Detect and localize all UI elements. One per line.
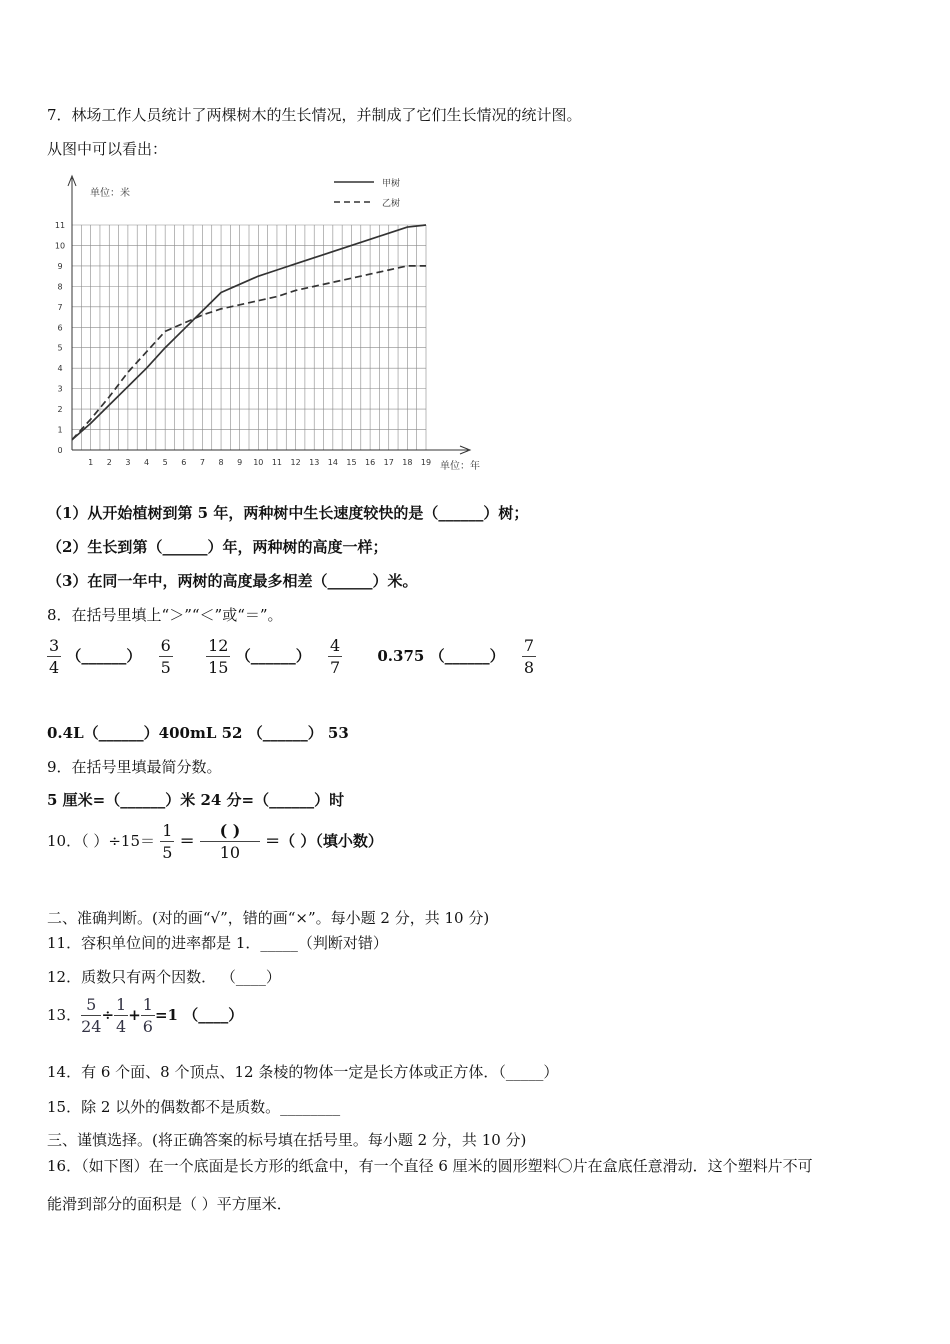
q9-title: 9．在括号里填最简分数。 bbox=[47, 758, 222, 776]
q15: 15．除 2 以外的偶数都不是质数。________ bbox=[47, 1098, 341, 1116]
legend-label: 甲树 bbox=[382, 179, 401, 189]
q10-line bbox=[47, 823, 383, 861]
q7-subtitle: 从图中可以看出： bbox=[47, 140, 168, 158]
y-tick-label: 4 bbox=[57, 364, 63, 374]
x-tick-label: 7 bbox=[199, 458, 205, 467]
fraction-6-5: $\frac{6}{5}$ bbox=[160, 636, 171, 677]
fraction-1-6: $\frac{1}{6}$ bbox=[142, 995, 153, 1036]
fraction-12-15: $\frac{12}{15}$ bbox=[208, 636, 229, 677]
divide-sign: ÷ bbox=[101, 1006, 115, 1024]
fraction-7-8: $\frac{7}{8}$ bbox=[523, 636, 535, 677]
x-tick-label: 12 bbox=[290, 458, 301, 467]
y-tick-label: 5 bbox=[57, 343, 63, 353]
x-tick-label: 16 bbox=[365, 458, 376, 467]
answer-blank[interactable]: （______） bbox=[235, 647, 311, 665]
y-axis-title: 单位：米 bbox=[90, 188, 130, 199]
x-tick-label: 9 bbox=[237, 458, 243, 467]
x-tick-label: 10 bbox=[253, 458, 264, 467]
x-tick-label: 14 bbox=[327, 458, 338, 467]
x-tick-label: 8 bbox=[218, 458, 224, 467]
y-tick-label: 2 bbox=[57, 405, 63, 415]
x-tick-label: 5 bbox=[162, 458, 168, 467]
x-tick-label: 11 bbox=[271, 458, 283, 467]
x-tick-label: 18 bbox=[402, 458, 413, 467]
fraction-1-5: $\frac{1}{5}$ bbox=[162, 821, 173, 862]
fraction-1-4: $\frac{1}{4}$ bbox=[116, 995, 127, 1036]
q10-suffix: ＝（ ）（填小数） bbox=[265, 832, 383, 850]
q10-equals: ＝ bbox=[179, 832, 195, 850]
q7-sub1: （1）从开始植树到第 5 年，两种树中生长速度较快的是（______）树； bbox=[47, 504, 529, 522]
plus-sign: + bbox=[128, 1006, 141, 1024]
fraction-4-7: $\frac{4}{7}$ bbox=[329, 636, 341, 677]
q7-sub3: （3）在同一年中，两树的高度最多相差（______）米。 bbox=[47, 572, 418, 590]
q10-prefix: 10．（ ）÷15＝ bbox=[47, 832, 156, 850]
q13-prefix: 13． bbox=[47, 1006, 82, 1024]
y-tick-label: 0 bbox=[57, 446, 63, 455]
x-tick-label: 3 bbox=[125, 458, 131, 467]
x-tick-label: 6 bbox=[181, 458, 187, 467]
answer-blank[interactable]: （______） bbox=[429, 647, 505, 665]
fraction-blank-10: $\frac{( )}{10}$ bbox=[200, 823, 260, 861]
answer-blank[interactable]: （______） bbox=[66, 647, 142, 665]
q12: 12．质数只有两个因数． （____） bbox=[47, 968, 281, 986]
x-tick-label: 17 bbox=[383, 458, 394, 467]
y-tick-label: 8 bbox=[57, 282, 63, 292]
q16-line2: 能滑到部分的面积是（ ）平方厘米． bbox=[47, 1195, 292, 1213]
x-tick-label: 2 bbox=[106, 458, 112, 467]
x-tick-label: 15 bbox=[346, 458, 357, 467]
x-tick-label: 19 bbox=[420, 458, 432, 467]
q7-title: 7．林场工作人员统计了两棵树木的生长情况，并制成了它们生长情况的统计图。 bbox=[47, 106, 582, 124]
x-tick-label: 1 bbox=[88, 458, 94, 467]
y-tick-label: 6 bbox=[57, 323, 63, 333]
y-tick-label: 9 bbox=[57, 261, 63, 271]
q13-suffix: =1 （____） bbox=[154, 1006, 244, 1024]
x-axis-title: 单位：年 bbox=[440, 461, 480, 472]
y-tick-label: 11 bbox=[54, 221, 66, 230]
x-tick-label: 4 bbox=[143, 458, 150, 467]
x-tick-label: 13 bbox=[309, 458, 320, 467]
q8-title: 8．在括号里填上“＞”“＜”或“＝”。 bbox=[47, 606, 283, 624]
legend-label: 乙树 bbox=[382, 199, 401, 209]
q9-line: 5 厘米=（______）米 24 分=（______）时 bbox=[47, 791, 345, 809]
section3-title: 三、谨慎选择。(将正确答案的标号填在括号里。每小题 2 分，共 10 分) bbox=[47, 1131, 527, 1149]
fraction-5-24: $\frac{5}{24}$ bbox=[81, 995, 102, 1036]
q7-sub2: （2）生长到第（______）年，两种树的高度一样； bbox=[47, 538, 388, 556]
fraction-3-4: $\frac{3}{4}$ bbox=[49, 636, 60, 677]
q13-line bbox=[47, 997, 243, 1035]
q11: 11．容积单位间的进率都是 1．_____（判断对错） bbox=[47, 934, 388, 952]
q14: 14．有 6 个面、8 个顶点、12 条棱的物体一定是长方体或正方体．（_____） bbox=[47, 1063, 559, 1081]
q8-line1 bbox=[47, 638, 536, 676]
y-tick-label: 3 bbox=[57, 384, 63, 394]
q8-line2: 0.4L（______）400mL 52 （______） 53 bbox=[47, 724, 349, 742]
y-tick-label: 1 bbox=[57, 425, 63, 435]
growth-line-chart bbox=[46, 170, 496, 475]
q16-line1: 16．（如下图）在一个底面是长方形的纸盒中，有一个直径 6 厘米的圆形塑料〇片在盒底任意滑动．这个塑料片不可 bbox=[47, 1157, 813, 1175]
decimal-value: 0.375 bbox=[377, 647, 425, 665]
section2-title: 二、准确判断。(对的画“√”，错的画“×”。每小题 2 分，共 10 分) bbox=[47, 909, 490, 927]
y-tick-label: 10 bbox=[54, 241, 66, 251]
y-tick-label: 7 bbox=[57, 302, 63, 312]
